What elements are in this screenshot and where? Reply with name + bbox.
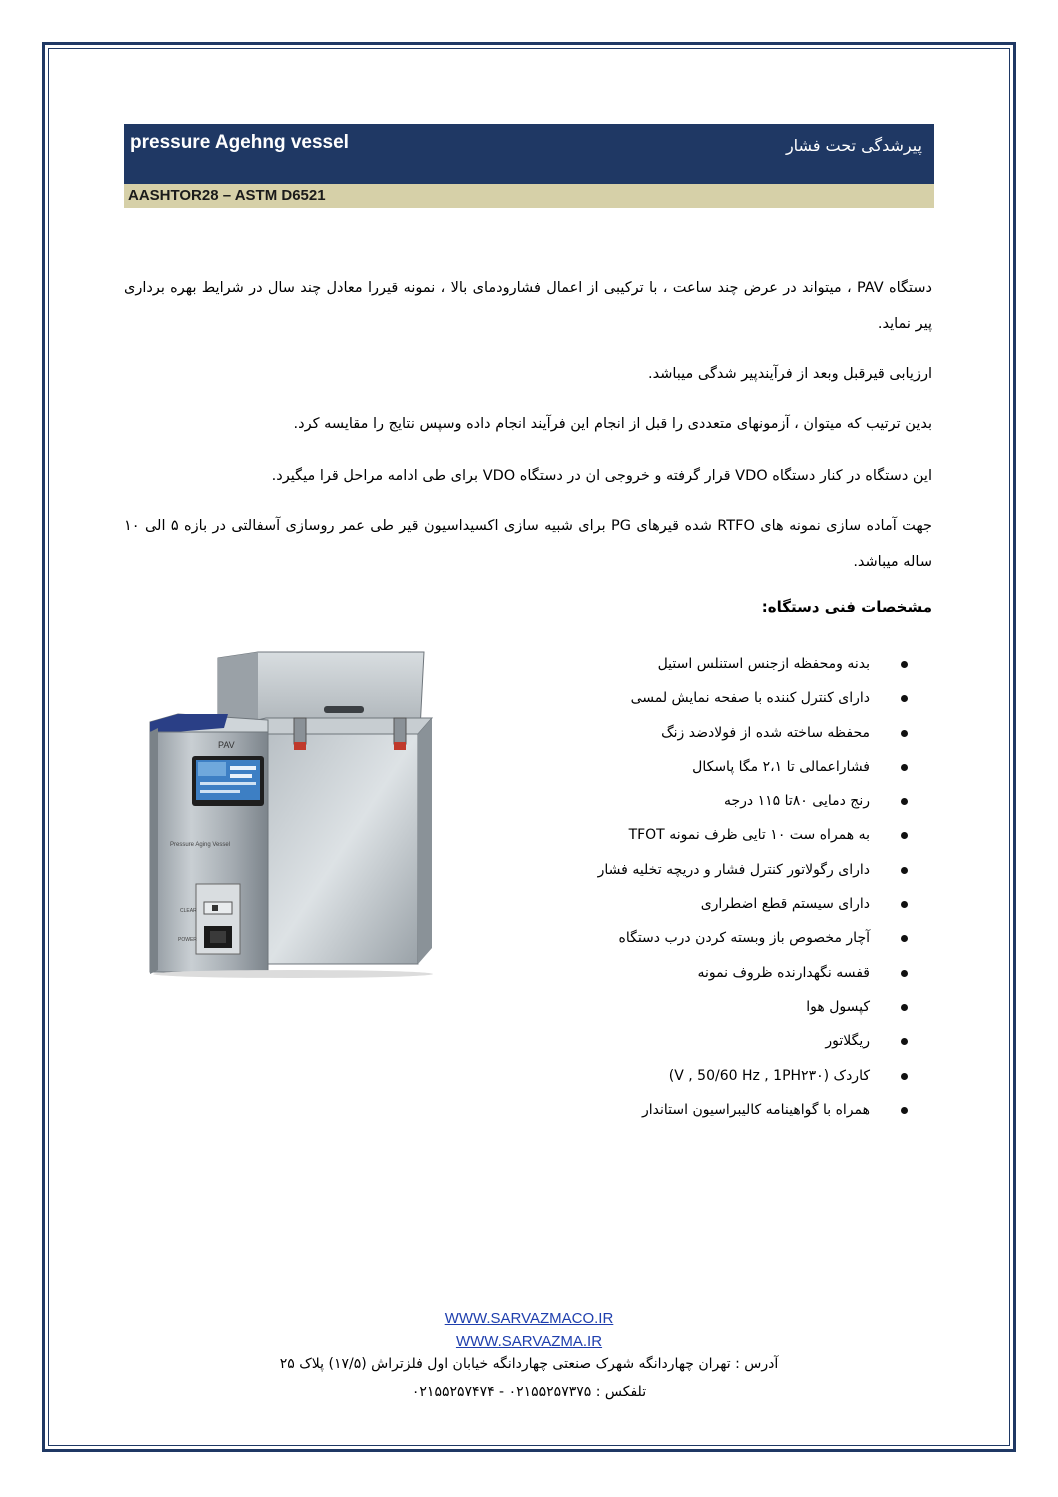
spec-item: کپسول هوا	[488, 993, 908, 1027]
bullet-icon	[901, 867, 908, 874]
spec-item: آچار مخصوص باز وبسته کردن درب دستگاه	[488, 924, 908, 958]
bullet-icon	[901, 661, 908, 668]
footer-address: آدرس : تهران چهاردانگه شهرک صنعتی چهاردانگه خیابان اول فلزتراش (۱۷/۵) پلاک ۲۵	[279, 1356, 779, 1372]
paragraph-vdo: این دستگاه در کنار دستگاه VDO قرار گرفته و خروجی ان در دستگاه VDO برای طی ادامه مراحل قرا میگیرد.	[271, 468, 932, 484]
pav-device-image	[148, 648, 436, 978]
bullet-icon	[901, 935, 908, 942]
specs-title: مشخصات فنی دستگاه:	[761, 598, 932, 616]
bullet-icon	[901, 730, 908, 737]
bullet-icon	[901, 1038, 908, 1045]
paragraph-rtfo: جهت آماده سازی نمونه های RTFO شده قیرهای PG برای شبیه سازی اکسیداسیون قیر طی عمر روسازی آسفالتی در بازه ۵ الی ۱۰ ساله میباشد.	[124, 518, 933, 570]
bullet-icon	[901, 1073, 908, 1080]
footer-website-1-wrap	[0, 1308, 1058, 1327]
spec-item: به همراه ست ۱۰ تایی ظرف نمونه TFOT	[488, 821, 908, 855]
paragraph-method: بدین ترتیب که میتوان ، آزمونهای متعددی را قبل از انجام این فرآیند انجام داده وسپس نتایج را مقایسه کرد.	[293, 416, 932, 432]
title-bar	[124, 124, 934, 184]
footer-phone: تلفکس : ۰۲۱۵۵۲۵۷۳۷۵ - ۰۲۱۵۵۲۵۷۴۷۴	[411, 1384, 647, 1400]
bullet-icon	[901, 798, 908, 805]
website-link-1[interactable]: WWW.SARVAZMACO.IR	[444, 1310, 614, 1327]
device-nameplate: Pressure Aging Vessel	[170, 842, 231, 848]
bullet-icon	[901, 1004, 908, 1011]
spec-item: قفسه نگهدارنده ظروف نمونه	[488, 959, 908, 993]
paragraph-intro: دستگاه PAV ، میتواند در عرض چند ساعت ، با ترکیبی از اعمال فشارودمای بالا ، نمونه قیررا معادل چند سال در شرایط بهره برداری پیر نماید.	[124, 280, 932, 332]
spec-item: دارای کنترل کننده با صفحه نمایش لمسی	[488, 684, 908, 718]
bullet-icon	[901, 970, 908, 977]
spec-item: همراه با گواهینامه کالیبراسیون استاندار	[488, 1096, 908, 1130]
title-english: pressure Agehng vessel	[130, 132, 349, 153]
bullet-icon	[901, 764, 908, 771]
spec-item: محفظه ساخته شده از فولادضد زنگ	[488, 719, 908, 753]
website-link-2[interactable]: WWW.SARVAZMA.IR	[455, 1333, 603, 1350]
spec-item: بدنه ومحفظه ازجنس استنلس استیل	[488, 650, 908, 684]
spec-item: دارای سیستم قطع اضطراری	[488, 890, 908, 924]
device-brand-label: PAV	[218, 740, 235, 750]
bullet-icon	[901, 901, 908, 908]
bullet-icon	[901, 1107, 908, 1114]
title-persian: پیرشدگی تحت فشار	[785, 136, 922, 155]
standard-code: AASHTOR28 – ASTM D6521	[128, 187, 326, 204]
spec-item: ریگلاتور	[488, 1027, 908, 1061]
spec-item: رنج دمایی ۸۰تا ۱۱۵ درجه	[488, 787, 908, 821]
device-switch-label-power: POWER	[178, 937, 197, 943]
device-switch-label-clear: CLEAR	[180, 908, 197, 914]
spec-item: دارای رگولاتور کنترل فشار و دریچه تخلیه فشار	[488, 856, 908, 890]
spec-item: کاردک (V , 50/60 Hz , 1PH۲۳۰)	[488, 1062, 908, 1096]
bullet-icon	[901, 832, 908, 839]
standard-bar	[124, 184, 934, 208]
footer-website-2-wrap	[0, 1331, 1058, 1350]
paragraph-evaluation: ارزیابی قیرقبل وبعد از فرآیندپیر شدگی میباشد.	[648, 366, 932, 382]
specs-list	[488, 650, 908, 1130]
spec-item: فشاراعمالی تا ۲،۱ مگا پاسکال	[488, 753, 908, 787]
bullet-icon	[901, 695, 908, 702]
